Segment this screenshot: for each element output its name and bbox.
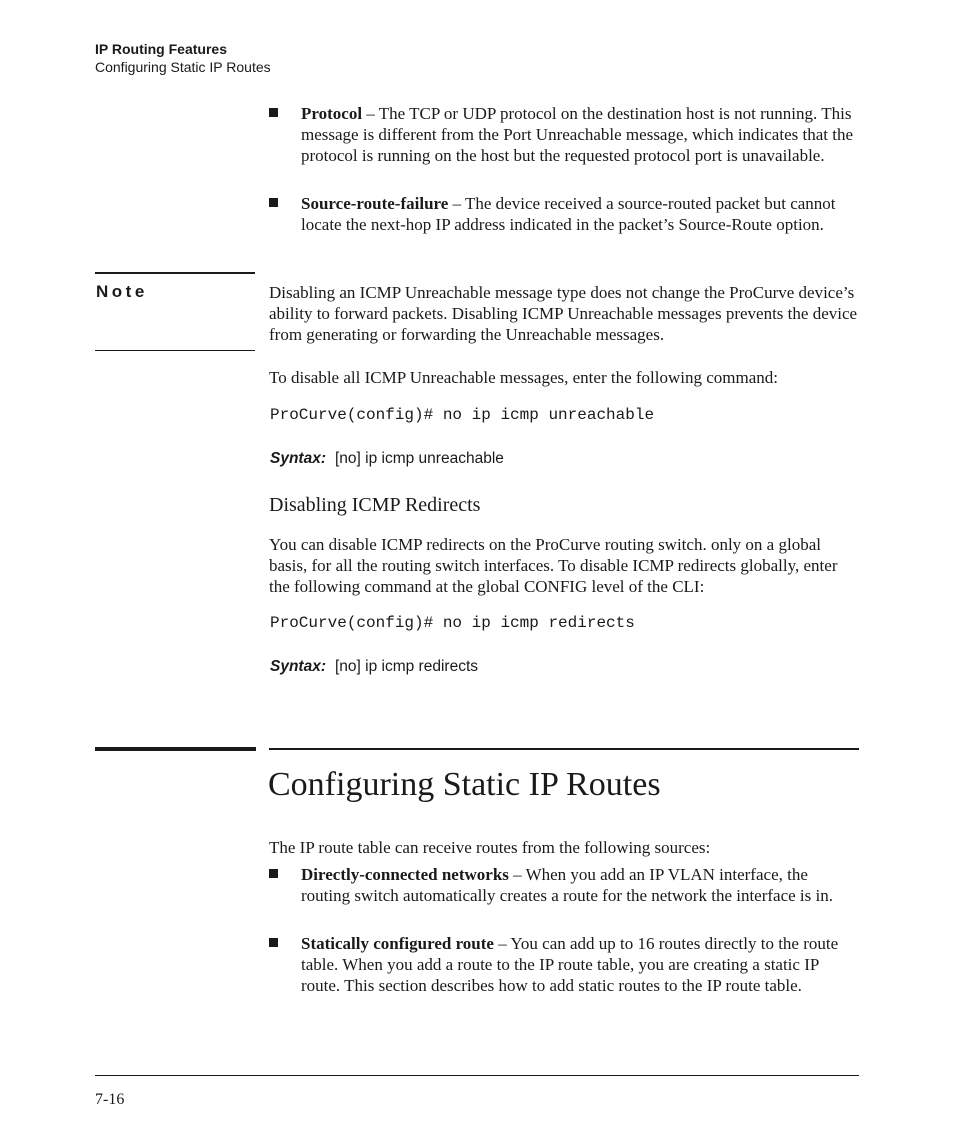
bullet-text: – The TCP or UDP protocol on the destination host is not running. This message is different from the Port Unreachable message, which indicates that the protocol is running on the host but the requested protocol port is unavailable. (301, 104, 854, 165)
section-rule-left (95, 747, 256, 751)
bullet-source-route-failure (269, 193, 859, 235)
bullet-square-icon (269, 869, 278, 878)
syntax-value: [no] ip icmp redirects (335, 658, 478, 675)
bullet-term: Source-route-failure (301, 194, 449, 213)
syntax-value: [no] ip icmp unreachable (335, 450, 504, 467)
bullet-text: – You can add up to 16 routes directly to the route table. When you add a route to the IP route table, you are creating a static IP route. This section describes how to add static routes to the IP route table. (301, 934, 839, 995)
note-bottom-rule (95, 350, 255, 351)
unreachable-command: ProCurve(config)# no ip icmp unreachable (270, 406, 655, 424)
section-rule-right (269, 748, 859, 750)
bullet-square-icon (269, 108, 278, 117)
bullet-protocol (269, 103, 859, 166)
note-text: Disabling an ICMP Unreachable message type does not change the ProCurve device’s ability to forward packets. Disabling ICMP Unreachable messages prevents the device from generating or forwarding the Unreachable messages. (269, 283, 858, 344)
redirects-intro: You can disable ICMP redirects on the ProCurve routing switch. only on a global basis, for all the routing switch interfaces. To disable ICMP redirects globally, enter the following command at the global CONFIG level of the CLI: (269, 535, 838, 596)
bullet-term: Statically configured route (301, 934, 494, 953)
running-header-section: Configuring Static IP Routes (95, 59, 271, 75)
page-number: 7-16 (95, 1091, 125, 1108)
bullet-square-icon (269, 198, 278, 207)
unreachable-syntax (270, 450, 504, 468)
unreachable-intro: To disable all ICMP Unreachable messages, enter the following command: (269, 368, 778, 387)
redirects-heading: Disabling ICMP Redirects (269, 494, 481, 516)
bullet-statically-configured (269, 933, 859, 996)
section-title: Configuring Static IP Routes (268, 766, 661, 803)
bullet-text: – When you add an IP VLAN interface, the routing switch automatically creates a route for the network the interface is in. (301, 865, 833, 905)
bullet-text: – The device received a source-routed packet but cannot locate the next-hop IP address indicated in the packet’s Source-Route option. (301, 194, 836, 234)
bullet-term: Protocol (301, 104, 363, 123)
footer-rule (95, 1075, 859, 1076)
note-label: Note (96, 282, 148, 301)
syntax-label: Syntax: (270, 658, 326, 675)
bullet-directly-connected (269, 864, 859, 906)
running-header-chapter: IP Routing Features (95, 41, 227, 57)
bullet-square-icon (269, 938, 278, 947)
static-routes-intro: The IP route table can receive routes from the following sources: (269, 838, 711, 857)
bullet-term: Directly-connected networks (301, 865, 509, 884)
redirects-syntax (270, 658, 478, 676)
note-top-rule (95, 272, 255, 274)
syntax-label: Syntax: (270, 450, 326, 467)
redirects-command: ProCurve(config)# no ip icmp redirects (270, 614, 635, 632)
